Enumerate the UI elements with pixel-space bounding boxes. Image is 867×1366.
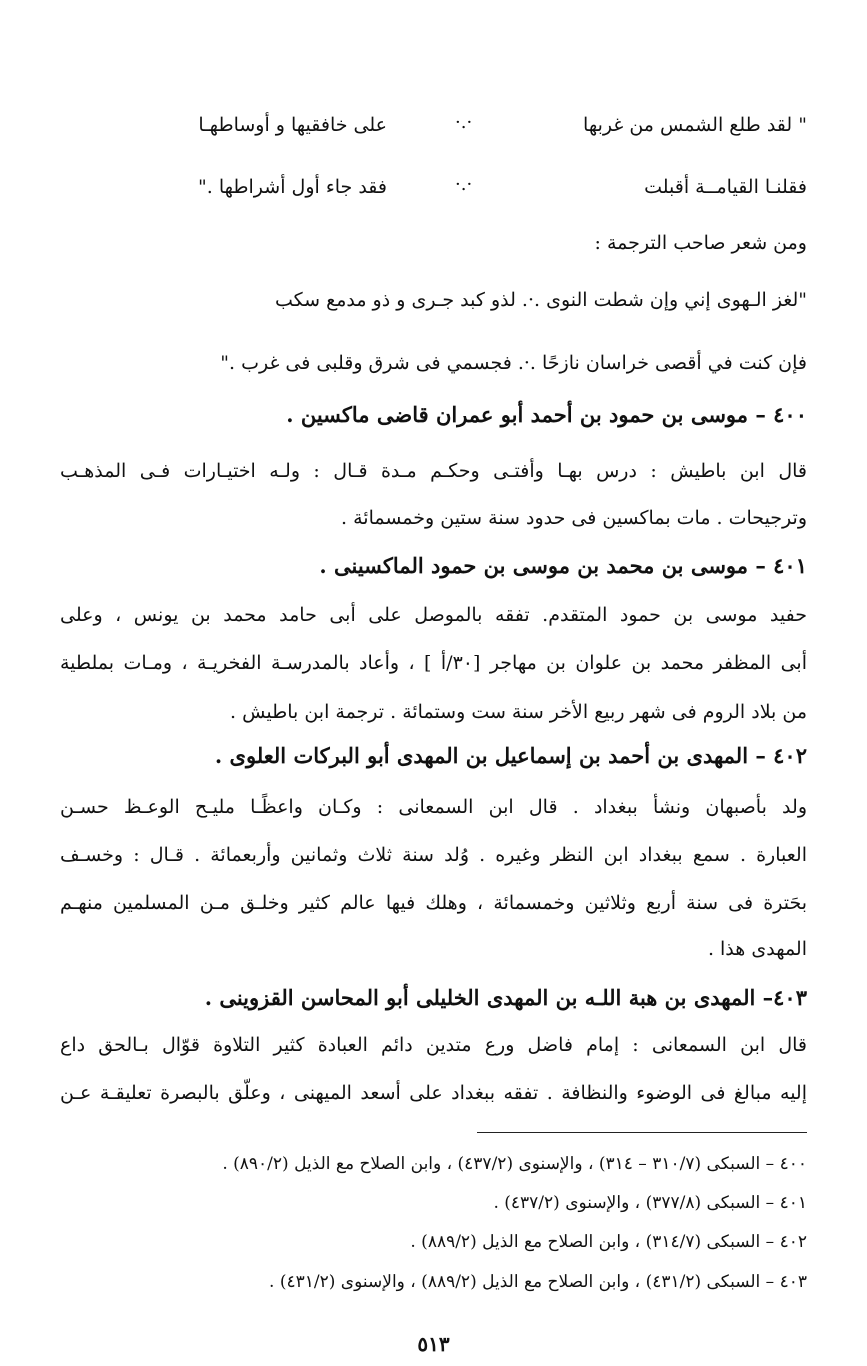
entry-402-line-1: ولد بأصبهان ونشأ ببغداد . قال ابن السمعانى : وكـان واعظًـا مليـح الوعـظ حسـن: [60, 796, 807, 818]
entry-401-line-3: من بلاد الروم فى شهر ربيع الأخر سنة ست وستمائة . ترجمة ابن باطيش .: [230, 701, 807, 723]
footnote-403: ٤٠٣ – السبكى (٤٣١/٢) ، وابن الصلاح مع الذيل (٨٨٩/٢) ، والإسنوى (٤٣١/٢) .: [269, 1272, 807, 1292]
footnote-400: ٤٠٠ – السبكى (٣١٠/٧ – ٣١٤) ، والإسنوى (٤٣٧/٢) ، وابن الصلاح مع الذيل (٨٩٠/٢) .: [222, 1154, 807, 1174]
poem1-line1-separator: ·.·: [455, 112, 473, 133]
poem1-line1-second-hemistich: على خافقيها و أوساطهـا: [198, 114, 387, 136]
entry-402-line-4: المهدى هذا .: [707, 938, 807, 960]
poem2-line1: "لغز الـهوى إني وإن شطت النوى .·. لذو كبد جـرى و ذو مدمع سكب: [274, 289, 807, 311]
footnote-402: ٤٠٢ – السبكى (٣١٤/٧) ، وابن الصلاح مع الذيل (٨٨٩/٢) .: [410, 1232, 807, 1252]
entry-401-heading: ٤٠١ – موسى بن محمد بن موسى بن حمود الماكسينى .: [319, 553, 807, 578]
poem1-line2-separator: ·.·: [455, 174, 473, 195]
entry-401-line-1: حفيد موسى بن حمود المتقدم. تفقه بالموصل على أبى حامد محمد بن يونس ، وعلى: [60, 604, 807, 626]
entry-402-line-3: بحَترة فى سنة أربع وثلاثين وخمسمائة ، وهلك فيها عالم كثير وخلـق مـن المسلمين منهـم: [60, 892, 807, 914]
page-number: ٥١٣: [417, 1332, 450, 1356]
poetry-intro-line: ومن شعر صاحب الترجمة :: [594, 232, 807, 254]
entry-401-line-2: أبى المظفر محمد بن علوان بن مهاجر [٣٠/أ ] ، وأعاد بالمدرسـة الفخريـة ، ومـات بملطية: [60, 652, 807, 674]
entry-403-heading: ٤٠٣– المهدى بن هبة اللـه بن المهدى الخليلى أبو المحاسن القزوينى .: [204, 985, 807, 1010]
footnote-divider: [477, 1132, 807, 1133]
poem2-line2: فإن كنت في أقصى خراسان نازحًا .·. فجسمي فى شرق وقلبى فى غرب .": [220, 352, 807, 374]
entry-402-line-2: العبارة . سمع ببغداد ابن النظر وغيره . وُلد سنة ثلاث وثمانين وأربعمائة . قـال : وخسـف: [60, 844, 807, 866]
entry-403-line-2: إليه مبالغ فى الوضوء والنظافة . تفقه ببغداد على أسعد الميهنى ، وعلّق بالبصرة تعليقـة عـن: [60, 1082, 807, 1104]
entry-403-line-1: قال ابن السمعانى : إمام فاضل ورع متدين دائم العبادة كثير التلاوة قوّال بـالحق داع: [60, 1034, 807, 1056]
entry-400-line-2: وترجيحات . مات بماكسين فى حدود سنة ستين وخمسمائة .: [341, 507, 807, 529]
entry-402-heading: ٤٠٢ – المهدى بن أحمد بن إسماعيل بن المهدى أبو البركات العلوى .: [214, 743, 807, 768]
poem1-line1-first-hemistich: " لقد طلع الشمس من غربها: [583, 114, 807, 136]
entry-400-heading: ٤٠٠ – موسى بن حمود بن أحمد أبو عمران قاضى ماكسين .: [286, 402, 807, 427]
poem1-line2-first-hemistich: فقلنـا القيامــة أقبلت: [644, 176, 807, 198]
entry-400-line-1: قال ابن باطيش : درس بهـا وأفتـى وحكـم مـدة قـال : ولـه اختيـارات فـى المذهـب: [60, 460, 807, 482]
footnote-401: ٤٠١ – السبكى (٣٧٧/٨) ، والإسنوى (٤٣٧/٢) .: [493, 1193, 807, 1213]
poem1-line2-second-hemistich: فقد جاء أول أشراطها .": [198, 176, 387, 198]
